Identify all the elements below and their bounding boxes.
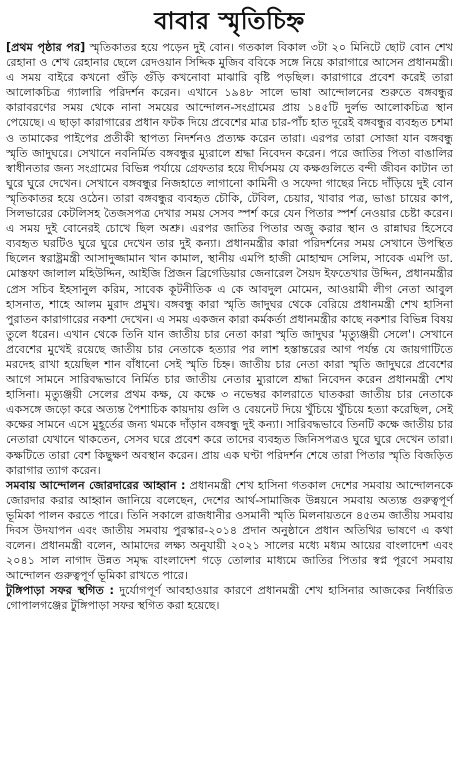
paragraph-main	[6, 40, 453, 478]
subheading-cooperative: সমবায় আন্দোলন জোরদারের আহ্বান :	[6, 478, 186, 492]
subheading-tungipara: টুঙ্গিপাড়া সফর স্থগিত :	[6, 584, 114, 598]
paragraph-main-text: স্মৃতিকাতর হয়ে পড়েন দুই বোন। গতকাল বিকাল ৩টা ২০ মিনিটে ছোট বোন শেখ রেহানা ও শেখ রেহানার ছেলে রেদওয়ান সিদ্দিক মুজিব ববিকে সঙ্গে নিয়ে কারাগারে আসেন প্রধানমন্ত্রী। এ সময় বাইরে কখনো গুঁড়ি গুঁড়ি কখনোবা মাঝারি বৃষ্টি পড়ছিল। কারাগারে প্রবেশ করেই তারা আলোকচিত্র গ্যালারি পরিদর্শন করেন। এখানে ১৯৪৮ সালে ভাষা আন্দোলনের শুরুতে বঙ্গবন্ধুর কারাবরণের সময় থেকে নানা সময়ের আন্দোলন-সংগ্রামের প্রায় ১৪৫টি দুর্লভ আলোকচিত্র স্থান পেয়েছে। এ ছাড়া কারাগারের প্রধান ফটক দিয়ে প্রবেশের মাত্র চার-পাঁচ হাত দূরেই বঙ্গবন্ধুর ব্যবহৃত চশমা ও তামাকের পাইপের প্রতীকী স্থাপত্য নিদর্শনও প্রত্যক্ষ করেন তারা। এরপর তারা সোজা যান বঙ্গবন্ধু স্মৃতি জাদুঘরে। সেখানে নবনির্মিত বঙ্গবন্ধুর ম্যুরালে শ্রদ্ধা নিবেদন করেন। পরে জাতির পিতা বাঙালির স্বাধীনতার জন্য সংগ্রামের বিভিন্ন পর্যায়ে গ্রেফতার হয়ে দীর্ঘসময় যে কক্ষগুলিতে বন্দী জীবন কাটান তা ঘুরে ঘুরে দেখেন। সেখানে বঙ্গবন্ধুর নিজহাতে লাগানো কামিনী ও সফেদা গাছের নিচে দাঁড়িয়ে দুই বোন স্মৃতিকাতর হয়ে ওঠেন। তারা বঙ্গবন্ধুর ব্যবহৃত চৌকি, টেবিল, চেয়ার, খাবার পত্র, ভাঙা চায়ের কাপ, সিলভারের কেটলিসহ তৈজসপত্র দেখার সময় সেসব স্পর্শ করে যেন পিতার স্পর্শ নেওয়ার চেষ্টা করেন। এ সময় দুই বোনেরই চোখে ছিল অশ্রু। এরপর জাতির পিতার অজু করার স্থান ও রান্নাঘর হিসেবে ব্যবহৃত ঘরটিও ঘুরে ঘুরে দেখেন তার দুই কন্যা। প্রধানমন্ত্রীর কারা পরিদর্শনের সময় সেখানে উপস্থিত ছিলেন স্বরাষ্ট্রমন্ত্রী আসাদুজ্জামান খান কামাল, স্থানীয় এমপি হাজী মোহাম্মদ সেলিম, সাবেক এমপি ডা. মোস্তফা জালাল মহিউদ্দিন, আইজি প্রিজন ব্রিগেডিয়ার জেনারেল সৈয়দ ইফতেখার উদ্দিন, প্রধানমন্ত্রীর প্রেস সচিব ইহসানুল করিম, সাবেক কূটনীতিক এ কে আবদুল মোমেন, আওয়ামী লীগ নেতা আবুল হাসনাত, শাহে আলম মুরাদ প্রমুখ। বঙ্গবন্ধু কারা স্মৃতি জাদুঘর থেকে বেরিয়ে প্রধানমন্ত্রী শেখ হাসিনা পুরাতন কারাগারের নকশা দেখেন। এ সময় একজন কারা কর্মকর্তা প্রধানমন্ত্রীর কাছে নকশার বিভিন্ন বিষয় তুলে ধরেন। এখান থেকে তিনি যান জাতীয় চার নেতা কারা স্মৃতি জাদুঘর 'মৃত্যুঞ্জয়ী সেলে'। সেখানে প্রবেশের মুখেই রয়েছে জাতীয় চার নেতাকে হত্যার পর লাশ হস্তান্তরের আগ পর্যন্ত যে জায়গাটিতে মরদেহ রাখা হয়েছিল শান বাঁধানো সেই স্মৃতি চিহ্ন। জাতীয় চার নেতা কারা স্মৃতি জাদুঘরে প্রবেশের আগে সামনে সারিবদ্ধভাবে নির্মিত চার জাতীয় নেতার ম্যুরালে শ্রদ্ধা নিবেদন করেন প্রধানমন্ত্রী শেখ হাসিনা। মৃত্যুঞ্জয়ী সেলের প্রথম কক্ষ, যে কক্ষে ৩ নভেম্বর কালরাতে ঘাতকরা জাতীয় চার নেতাকে একসঙ্গে জড়ো করে অত্যন্ত পৈশাচিক কায়দায় গুলি ও বেয়নেট দিয়ে খুঁচিয়ে খুঁচিয়ে হত্যা করেছিল, সেই কক্ষের সামনে এসে মুহূর্তের জন্য থমকে দাঁড়ান বঙ্গবন্ধু দুই কন্যা। সারিবদ্ধভাবে তিনটি কক্ষে জাতীয় চার নেতারা যেখানে থাকতেন, সেসব ঘরে প্রবেশ করে তাদের ব্যবহৃত জিনিসপত্রও ঘুরে ঘুরে দেখেন তারা। কক্ষটিতে তারা বেশ কিছুক্ষণ অবস্থান করেন। প্রায় এক ঘণ্টা পরিদর্শন শেষে তারা পিতার স্মৃতি বিজড়িত কারাগার ত্যাগ করেন।	[6, 41, 453, 477]
continuation-label: [প্রথম পৃষ্ঠার পর]	[6, 41, 86, 54]
paragraph-cooperative-text: প্রধানমন্ত্রী শেখ হাসিনা গতকাল দেশের সমবায় আন্দোলনকে জোরদার করার আহ্বান জানিয়ে বলেছেন, দেশের আর্থ-সামাজিক উন্নয়নে সমবায় অত্যন্ত গুরুত্বপূর্ণ ভূমিকা পালন করতে পারে। তিনি সকালে রাজধানীর ওসমানী স্মৃতি মিলনায়তনে ৪৫তম জাতীয় সমবায় দিবস উদযাপন এবং জাতীয় সমবায় পুরস্কার-২০১৪ প্রদান অনুষ্ঠানে প্রধান অতিথির ভাষণে এ কথা বলেন। প্রধানমন্ত্রী বলেন, আমাদের লক্ষ্য অনুযায়ী ২০২১ সালের মধ্যে মধ্যম আয়ের বাংলাদেশ এবং ২০৪১ সাল নাগাদ উন্নত সমৃদ্ধ বাংলাদেশ গড়ে তোলার মাধ্যমে জাতির পিতার স্বপ্ন পূরণে সমবায় আন্দোলন গুরুত্বপূর্ণ ভূমিকা রাখতে পারে।	[6, 478, 453, 583]
paragraph-tungipara-text: দুর্যোগপূর্ণ আবহাওয়ার কারণে প্রধানমন্ত্রী শেখ হাসিনার আজকের নির্ধারিত গোপালগঞ্জের টুঙ্গিপাড়া সফর স্থগিত করা হয়েছে।	[6, 584, 453, 613]
paragraph-cooperative	[6, 478, 453, 584]
headline: বাবার স্মৃতিচিহ্ন	[154, 7, 305, 35]
article-body	[6, 40, 453, 614]
paragraph-tungipara	[6, 583, 453, 613]
